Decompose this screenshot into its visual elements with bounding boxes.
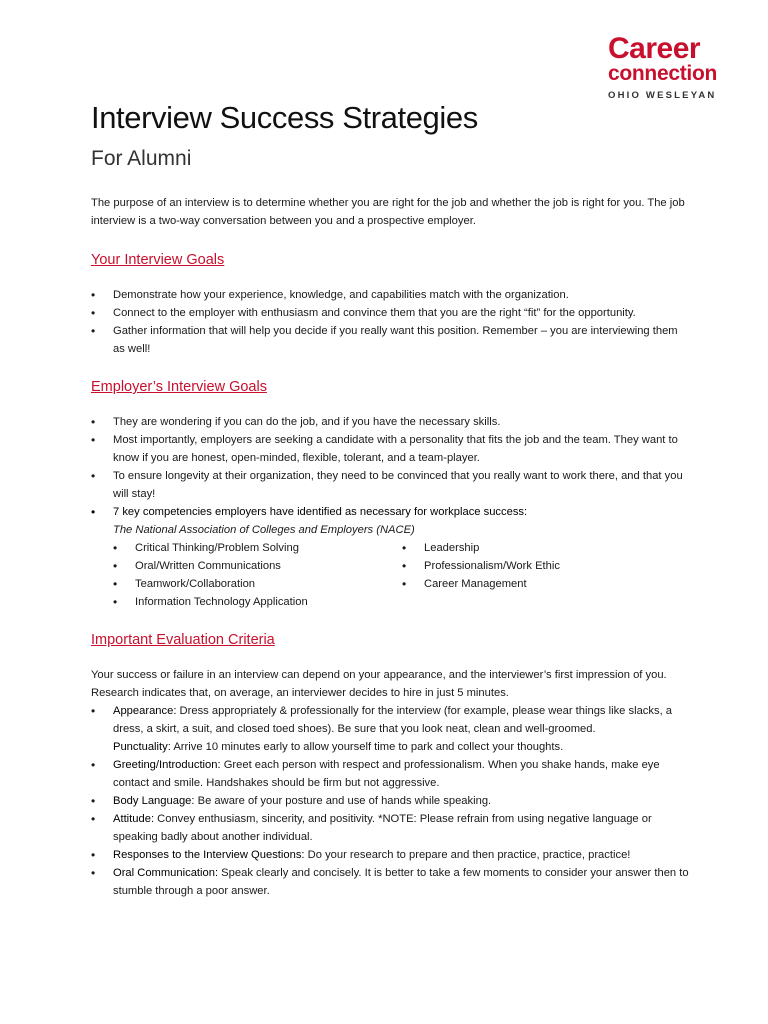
- list-item: • Gather information that will help you decide if you really want this position. Remember – you are interviewing them as well!: [91, 322, 691, 358]
- criteria-body-language: [91, 792, 691, 810]
- criteria-term: Attitude:: [113, 813, 155, 825]
- competency-item: • Critical Thinking/Problem Solving: [113, 539, 402, 557]
- employer-goals-heading: Employer’s Interview Goals: [91, 379, 267, 395]
- criteria-responses: [91, 846, 691, 864]
- intro-paragraph: The purpose of an interview is to determine whether you are right for the job and whether the job is right for you. The job interview is a two-way conversation between you and a prospective employer.: [91, 197, 685, 227]
- list-item: • Connect to the employer with enthusiasm and convince them that you are the right “fit” for the opportunity.: [91, 304, 691, 322]
- employer-goals-list: [91, 413, 691, 521]
- career-connection-logo: [608, 34, 724, 101]
- criteria-appearance: [91, 702, 691, 756]
- criteria-term: Body Language:: [113, 795, 195, 807]
- logo-career-text: Career: [608, 32, 701, 65]
- interview-goals-list: [91, 286, 691, 358]
- criteria-term: Oral Communication:: [113, 867, 219, 879]
- interview-goals-heading: Your Interview Goals: [91, 252, 225, 268]
- competency-item: • Information Technology Application: [113, 593, 402, 611]
- criteria-text: : Arrive 10 minutes early to allow yourself time to park and collect your thoughts.: [167, 741, 564, 753]
- competencies-columns: [91, 539, 691, 611]
- competency-item: • Professionalism/Work Ethic: [402, 557, 691, 575]
- evaluation-criteria-list: [91, 702, 691, 900]
- competency-item: • Leadership: [402, 539, 691, 557]
- list-item: • They are wondering if you can do the job, and if you have the necessary skills.: [91, 413, 691, 431]
- page-subtitle: For Alumni: [91, 147, 192, 170]
- criteria-term: Greeting/Introduction:: [113, 759, 221, 771]
- criteria-term: Appearance:: [113, 705, 177, 717]
- criteria-text: Greet each person with respect and professionalism. When you shake hands, make eye contact and smile. Handshakes should be firm but not aggressive.: [113, 759, 660, 789]
- logo-connection-text: connection: [608, 62, 718, 85]
- criteria-text: Speak clearly and concisely. It is better to take a few moments to consider your answer then to stumble through a poor answer.: [113, 867, 689, 897]
- criteria-term: Responses to the Interview Questions:: [113, 849, 305, 861]
- criteria-text: Dress appropriately & professionally for the interview (for example, please wear things like slacks, a dress, a skirt, a suit, and closed toed shoes). Be sure that you look neat, clean and well-groomed.: [113, 705, 673, 735]
- list-item: • Demonstrate how your experience, knowledge, and capabilities match with the organization.: [91, 286, 691, 304]
- criteria-text: Be aware of your posture and use of hands while speaking.: [194, 795, 492, 807]
- criteria-greeting: [91, 756, 691, 792]
- criteria-oral-communication: [91, 864, 691, 900]
- competencies-column-2: [402, 539, 691, 611]
- page-title: Interview Success Strategies: [91, 100, 478, 135]
- list-item: • To ensure longevity at their organization, they need to be convinced that you really want to work there, and that you will stay!: [91, 467, 691, 503]
- competency-item: • Oral/Written Communications: [113, 557, 402, 575]
- list-item: • Most importantly, employers are seeking a candidate with a personality that fits the job and the team. They want to know if you are honest, open-minded, flexible, tolerant, and a team-player.: [91, 431, 691, 467]
- criteria-term: Punctuality: [113, 741, 168, 753]
- competency-item: • Teamwork/Collaboration: [113, 575, 402, 593]
- competencies-column-1: [113, 539, 402, 611]
- criteria-intro-paragraph: Your success or failure in an interview can depend on your appearance, and the interviewer’s first impression of you. Research indicates that, on average, an interviewer decides to hire in just 5 minutes.: [91, 669, 667, 699]
- competencies-heading: • 7 key competencies employers have identified as necessary for workplace success:: [91, 503, 691, 521]
- criteria-text: Do your research to prepare and then practice, practice, practice!: [304, 849, 631, 861]
- document-body: [91, 194, 691, 900]
- evaluation-criteria-heading: Important Evaluation Criteria: [91, 632, 275, 648]
- nace-source-note: The National Association of Colleges and Employers (NACE): [113, 524, 415, 536]
- criteria-attitude: [91, 810, 691, 846]
- competency-item: • Career Management: [402, 575, 691, 593]
- criteria-text: Convey enthusiasm, sincerity, and positivity. *NOTE: Please refrain from using negative language or speaking badly about another individual.: [113, 813, 652, 843]
- logo-ohio-wesleyan-text: OHIO WESLEYAN: [608, 90, 717, 101]
